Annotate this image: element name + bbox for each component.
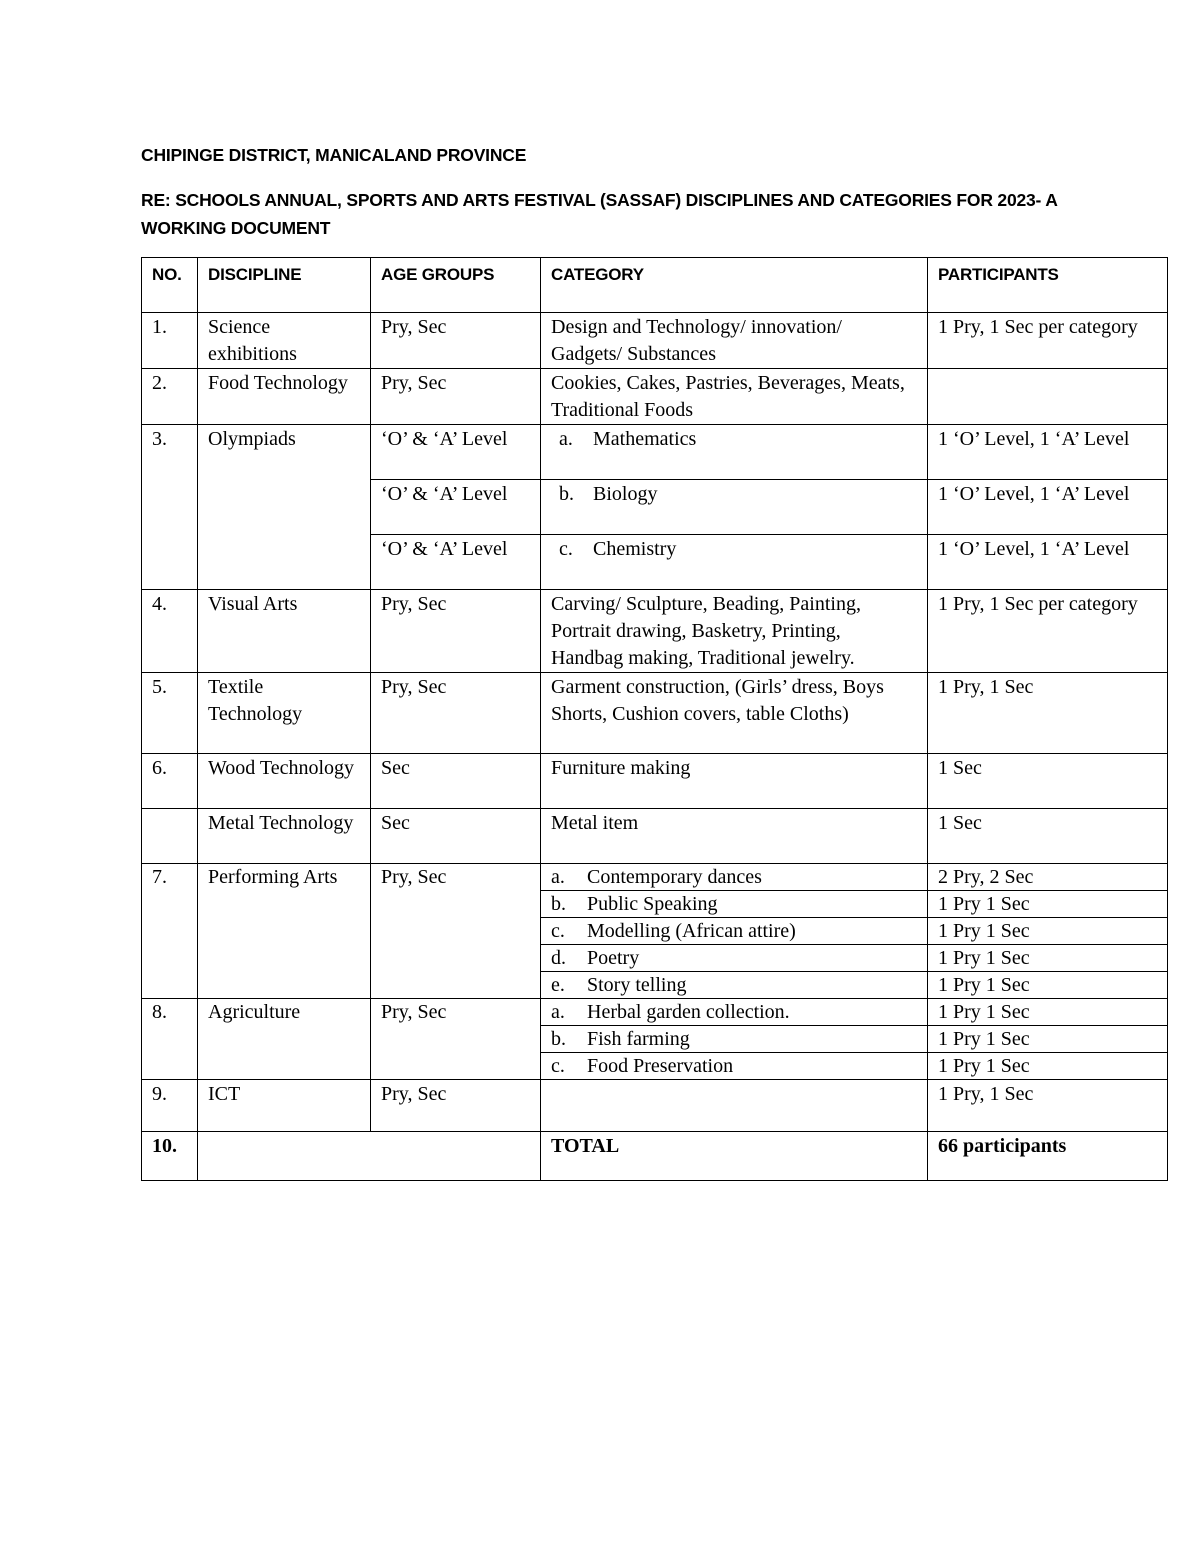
category-cell [541, 425, 928, 480]
age-group-cell: Pry, Sec [371, 1080, 541, 1132]
category-cell [541, 864, 928, 891]
age-group-cell: Pry, Sec [371, 313, 541, 369]
row-number: 9. [142, 1080, 198, 1132]
list-marker: a. [559, 428, 573, 450]
discipline-cell: Food Technology [198, 369, 371, 425]
participants-cell: 1 Sec [928, 754, 1168, 809]
list-item [551, 1027, 917, 1052]
list-item [551, 536, 917, 563]
table-row [142, 809, 1168, 864]
category-cell [541, 1026, 928, 1053]
participants-cell: 1 Pry, 1 Sec [928, 1080, 1168, 1132]
list-item [551, 946, 917, 971]
discipline-cell: ICT [198, 1080, 371, 1132]
disciplines-table [141, 257, 1168, 1181]
category-cell: Metal item [541, 809, 928, 864]
discipline-cell: Wood Technology [198, 754, 371, 809]
list-marker: c. [551, 920, 565, 942]
list-marker: e. [551, 974, 565, 996]
row-number: 8. [142, 999, 198, 1080]
category-cell [541, 945, 928, 972]
table-header-row [142, 258, 1168, 313]
row-number: 3. [142, 425, 198, 590]
list-item-text: Mathematics [593, 428, 697, 450]
list-item [551, 892, 917, 917]
category-cell [541, 891, 928, 918]
table-row [142, 1080, 1168, 1132]
participants-cell: 2 Pry, 2 Sec [928, 864, 1168, 891]
discipline-cell: Performing Arts [198, 864, 371, 999]
age-group-cell: Pry, Sec [371, 673, 541, 754]
table-row [142, 864, 1168, 891]
age-group-cell: Pry, Sec [371, 369, 541, 425]
list-item-text: Food Preservation [587, 1055, 734, 1077]
participants-cell: 1 ‘O’ Level, 1 ‘A’ Level [928, 480, 1168, 535]
list-item [551, 919, 917, 944]
category-cell: Design and Technology/ innovation/ Gadgets/ Substances [541, 313, 928, 369]
list-item-text: Herbal garden collection. [587, 1001, 790, 1023]
participants-cell: 1 ‘O’ Level, 1 ‘A’ Level [928, 425, 1168, 480]
total-label: TOTAL [541, 1132, 928, 1181]
table-row [142, 590, 1168, 673]
participants-cell: 1 Pry 1 Sec [928, 945, 1168, 972]
row-number: 2. [142, 369, 198, 425]
age-group-cell: Pry, Sec [371, 864, 541, 999]
row-number: 7. [142, 864, 198, 999]
table-row [142, 754, 1168, 809]
participants-cell: 1 Pry 1 Sec [928, 972, 1168, 999]
age-group-cell: ‘O’ & ‘A’ Level [371, 425, 541, 480]
list-marker: c. [559, 538, 573, 560]
category-cell: Garment construction, (Girls’ dress, Boys Shorts, Cushion covers, table Cloths) [541, 673, 928, 754]
list-item-text: Fish farming [587, 1028, 690, 1050]
list-item [551, 1000, 917, 1025]
list-item [551, 865, 917, 890]
table-row [142, 425, 1168, 480]
age-group-cell: Pry, Sec [371, 590, 541, 673]
table-row [142, 673, 1168, 754]
participants-cell: 1 Pry, 1 Sec per category [928, 313, 1168, 369]
list-item [551, 481, 917, 508]
row-number: 6. [142, 754, 198, 809]
participants-cell: 1 Sec [928, 809, 1168, 864]
row-number [142, 809, 198, 864]
column-header-participants: PARTICIPANTS [928, 258, 1168, 313]
participants-cell: 1 Pry 1 Sec [928, 1053, 1168, 1080]
list-item-text: Biology [593, 483, 658, 505]
table-row [142, 999, 1168, 1026]
age-group-cell: Pry, Sec [371, 999, 541, 1080]
list-marker: d. [551, 947, 566, 969]
list-item-text: Public Speaking [587, 893, 718, 915]
list-item [551, 973, 917, 998]
category-cell [541, 918, 928, 945]
column-header-discipline: DISCIPLINE [198, 258, 371, 313]
category-cell: Carving/ Sculpture, Beading, Painting, Portrait drawing, Basketry, Printing, Handbag making, Traditional jewelry. [541, 590, 928, 673]
participants-cell: 1 Pry, 1 Sec [928, 673, 1168, 754]
participants-cell: 1 Pry 1 Sec [928, 918, 1168, 945]
discipline-cell: Agriculture [198, 999, 371, 1080]
age-group-cell: ‘O’ & ‘A’ Level [371, 480, 541, 535]
list-marker: a. [551, 1001, 565, 1023]
age-group-cell: Sec [371, 809, 541, 864]
total-participants: 66 participants [928, 1132, 1168, 1181]
discipline-cell: Metal Technology [198, 809, 371, 864]
list-item-text: Contemporary dances [587, 866, 762, 888]
list-item [551, 426, 917, 453]
total-row [142, 1132, 1168, 1181]
participants-cell: 1 Pry 1 Sec [928, 999, 1168, 1026]
age-group-cell: ‘O’ & ‘A’ Level [371, 535, 541, 590]
participants-cell: 1 Pry 1 Sec [928, 1026, 1168, 1053]
row-number: 1. [142, 313, 198, 369]
list-item-text: Modelling (African attire) [587, 920, 796, 942]
category-cell [541, 480, 928, 535]
row-number: 10. [142, 1132, 198, 1181]
participants-cell: 1 ‘O’ Level, 1 ‘A’ Level [928, 535, 1168, 590]
list-marker: b. [559, 483, 574, 505]
list-item [551, 1054, 917, 1079]
table-row [142, 313, 1168, 369]
subject-heading: RE: SCHOOLS ANNUAL, SPORTS AND ARTS FESTIVAL (SASSAF) DISCIPLINES AND CATEGORIES FOR 2023- A WORKING DOCUMENT [141, 190, 1057, 238]
district-heading: CHIPINGE DISTRICT, MANICALAND PROVINCE [141, 145, 527, 165]
participants-cell [928, 369, 1168, 425]
category-cell: Cookies, Cakes, Pastries, Beverages, Meats, Traditional Foods [541, 369, 928, 425]
list-item-text: Story telling [587, 974, 687, 996]
list-marker: c. [551, 1055, 565, 1077]
category-cell [541, 999, 928, 1026]
category-cell: Furniture making [541, 754, 928, 809]
discipline-cell: Visual Arts [198, 590, 371, 673]
table-row [142, 369, 1168, 425]
list-marker: b. [551, 893, 566, 915]
column-header-category: CATEGORY [541, 258, 928, 313]
column-header-age-groups: AGE GROUPS [371, 258, 541, 313]
category-cell [541, 535, 928, 590]
list-item-text: Poetry [587, 947, 640, 969]
empty-cell [198, 1132, 541, 1181]
column-header-no: NO. [142, 258, 198, 313]
participants-cell: 1 Pry, 1 Sec per category [928, 590, 1168, 673]
discipline-cell: Science exhibitions [198, 313, 371, 369]
list-marker: a. [551, 866, 565, 888]
discipline-cell: Olympiads [198, 425, 371, 590]
list-item-text: Chemistry [593, 538, 677, 560]
category-cell [541, 1080, 928, 1132]
category-cell [541, 972, 928, 999]
row-number: 4. [142, 590, 198, 673]
discipline-cell: Textile Technology [198, 673, 371, 754]
category-cell [541, 1053, 928, 1080]
row-number: 5. [142, 673, 198, 754]
participants-cell: 1 Pry 1 Sec [928, 891, 1168, 918]
list-marker: b. [551, 1028, 566, 1050]
age-group-cell: Sec [371, 754, 541, 809]
